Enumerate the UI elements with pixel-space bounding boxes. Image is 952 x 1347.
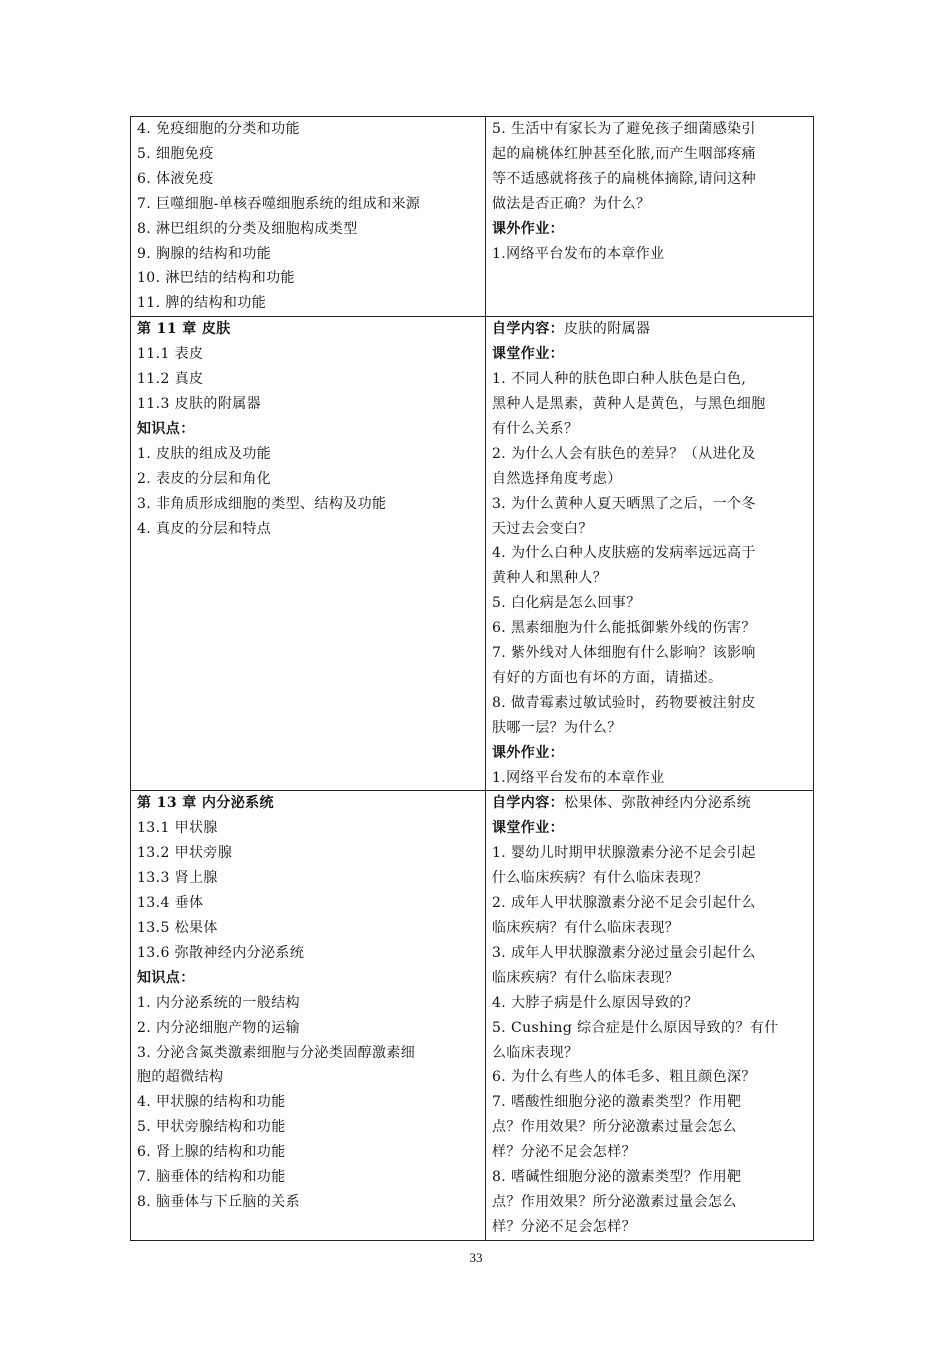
self-study-line <box>492 317 807 342</box>
text-line: 1. 不同人种的肤色即白种人肤色是白色, <box>492 371 747 388</box>
text-line: 2. 内分泌细胞产物的运输 <box>137 1019 301 1036</box>
section-heading: 知识点： <box>137 969 195 986</box>
syllabus-table <box>130 116 814 1241</box>
section-heading: 课堂作业： <box>492 820 564 837</box>
section-heading: 课堂作业： <box>492 346 564 363</box>
text-line: 临床疾病？有什么临床表现？ <box>492 969 680 986</box>
text-line: 9. 胸腺的结构和功能 <box>137 245 272 262</box>
text-line: 3. 非角质形成细胞的类型、结构及功能 <box>137 495 387 512</box>
text-line: 点？作用效果？所分泌激素过量会怎么 <box>492 1193 737 1210</box>
text-line: 等不适感就将孩子的扁桃体摘除,请问这种 <box>492 170 757 187</box>
self-study-line <box>492 791 807 816</box>
text-line: 4. 免疫细胞的分类和功能 <box>137 121 301 137</box>
text-line: 6. 体液免疫 <box>137 170 214 187</box>
text-line: 13.1 甲状腺 <box>137 820 218 837</box>
self-study-label: 自学内容： <box>492 795 564 812</box>
text-line: 1. 内分泌系统的一般结构 <box>137 994 301 1011</box>
section-heading: 第 11 章 皮肤 <box>137 321 231 338</box>
text-line: 7. 脑垂体的结构和功能 <box>137 1169 286 1186</box>
text-line: 11.3 皮肤的附属器 <box>137 395 262 412</box>
text-line: 4. 真皮的分层和特点 <box>137 520 272 537</box>
text-line: 13.5 松果体 <box>137 920 218 936</box>
text-line: 6. 黑素细胞为什么能抵御紫外线的伤害？ <box>492 620 756 637</box>
self-study-text: 皮肤的附属器 <box>564 321 651 338</box>
chapter-content-cell <box>131 117 486 317</box>
self-study-text: 松果体、弥散神经内分泌系统 <box>564 795 752 812</box>
text-line: 1.网络平台发布的本章作业 <box>492 245 665 262</box>
text-line: 1.网络平台发布的本章作业 <box>492 769 665 786</box>
assignment-cell <box>486 317 814 791</box>
text-line: 8. 做青霉素过敏试验时，药物要被注射皮 <box>492 694 756 711</box>
syllabus-table-body <box>131 117 814 1241</box>
self-study-label: 自学内容： <box>492 321 564 338</box>
text-line: 样？分泌不足会怎样？ <box>492 1144 636 1161</box>
text-line: 1. 皮肤的组成及功能 <box>137 445 272 462</box>
text-line: 3. 分泌含氮类激素细胞与分泌类固醇激素细 <box>137 1044 416 1061</box>
section-heading: 课外作业： <box>492 220 564 237</box>
text-line: 起的扁桃体红肿甚至化脓,而产生咽部疼痛 <box>492 145 757 162</box>
text-line: 13.2 甲状旁腺 <box>137 845 233 862</box>
text-line: 2. 为什么人会有肤色的差异？（从进化及 <box>492 445 756 462</box>
text-line: 3. 成年人甲状腺激素分泌过量会引起什么 <box>492 944 756 961</box>
text-line: 么临床表现？ <box>492 1044 579 1061</box>
text-line: 1. 婴幼儿时期甲状腺激素分泌不足会引起 <box>492 845 756 862</box>
text-line: 临床疾病？有什么临床表现？ <box>492 920 680 936</box>
text-line: 6. 肾上腺的结构和功能 <box>137 1144 286 1161</box>
text-line: 天过去会变白？ <box>492 520 593 537</box>
text-line: 5. 甲状旁腺结构和功能 <box>137 1119 286 1136</box>
text-line: 7. 紫外线对人体细胞有什么影响？该影响 <box>492 645 756 662</box>
text-line: 2. 成年人甲状腺激素分泌不足会引起什么 <box>492 895 756 912</box>
text-line: 5. 白化病是怎么回事？ <box>492 595 641 612</box>
table-row <box>131 317 814 791</box>
text-line: 2. 表皮的分层和角化 <box>137 470 272 487</box>
text-line: 11.1 表皮 <box>137 346 204 363</box>
page-number: 33 <box>469 1250 483 1265</box>
table-row <box>131 117 814 317</box>
text-line: 做法是否正确？为什么？ <box>492 195 651 212</box>
text-line: 4. 甲状腺的结构和功能 <box>137 1094 286 1111</box>
text-line: 样？分泌不足会怎样？ <box>492 1218 636 1235</box>
text-line: 点？作用效果？所分泌激素过量会怎么 <box>492 1119 737 1136</box>
text-line: 胞的超微结构 <box>137 1069 224 1086</box>
text-line: 4. 为什么白种人皮肤癌的发病率远远高于 <box>492 545 756 562</box>
text-line: 自然选择角度考虑） <box>492 470 622 487</box>
text-line: 8. 脑垂体与下丘脑的关系 <box>137 1193 301 1210</box>
text-line: 什么临床疾病？有什么临床表现？ <box>492 870 708 887</box>
text-line: 11.2 真皮 <box>137 371 204 388</box>
text-line: 7. 巨噬细胞-单核吞噬细胞系统的组成和来源 <box>137 195 421 212</box>
assignment-cell <box>486 117 814 317</box>
text-line: 11. 脾的结构和功能 <box>137 295 267 312</box>
text-line: 黄种人和黑种人？ <box>492 570 608 587</box>
text-line: 13.4 垂体 <box>137 895 204 912</box>
text-line: 6. 为什么有些人的体毛多、粗且颜色深？ <box>492 1069 756 1086</box>
text-line: 13.6 弥散神经内分泌系统 <box>137 944 305 961</box>
text-line: 5. Cushing 综合症是什么原因导致的？有什 <box>492 1019 779 1036</box>
assignment-cell <box>486 791 814 1240</box>
text-line: 7. 嗜酸性细胞分泌的激素类型？作用靶 <box>492 1094 742 1111</box>
text-line: 10. 淋巴结的结构和功能 <box>137 270 295 287</box>
text-line: 肤哪一层？为什么？ <box>492 719 622 736</box>
section-heading: 第 13 章 内分泌系统 <box>137 795 274 812</box>
text-line: 4. 大脖子病是什么原因导致的？ <box>492 994 699 1011</box>
text-line: 黑种人是黑素，黄种人是黄色，与黑色细胞 <box>492 395 766 412</box>
text-line: 13.3 肾上腺 <box>137 870 218 887</box>
chapter-content-cell <box>131 791 486 1240</box>
chapter-content-cell <box>131 317 486 791</box>
text-line: 8. 嗜碱性细胞分泌的激素类型？作用靶 <box>492 1169 742 1186</box>
section-heading: 知识点： <box>137 420 195 437</box>
text-line: 有好的方面也有坏的方面，请描述。 <box>492 669 723 686</box>
text-line: 有什么关系？ <box>492 420 579 437</box>
text-line: 8. 淋巴组织的分类及细胞构成类型 <box>137 220 358 237</box>
table-row <box>131 791 814 1240</box>
text-line: 5. 生活中有家长为了避免孩子细菌感染引 <box>492 121 756 137</box>
section-heading: 课外作业： <box>492 744 564 761</box>
text-line: 5. 细胞免疫 <box>137 145 214 162</box>
text-line: 3. 为什么黄种人夏天晒黑了之后，一个冬 <box>492 495 756 512</box>
